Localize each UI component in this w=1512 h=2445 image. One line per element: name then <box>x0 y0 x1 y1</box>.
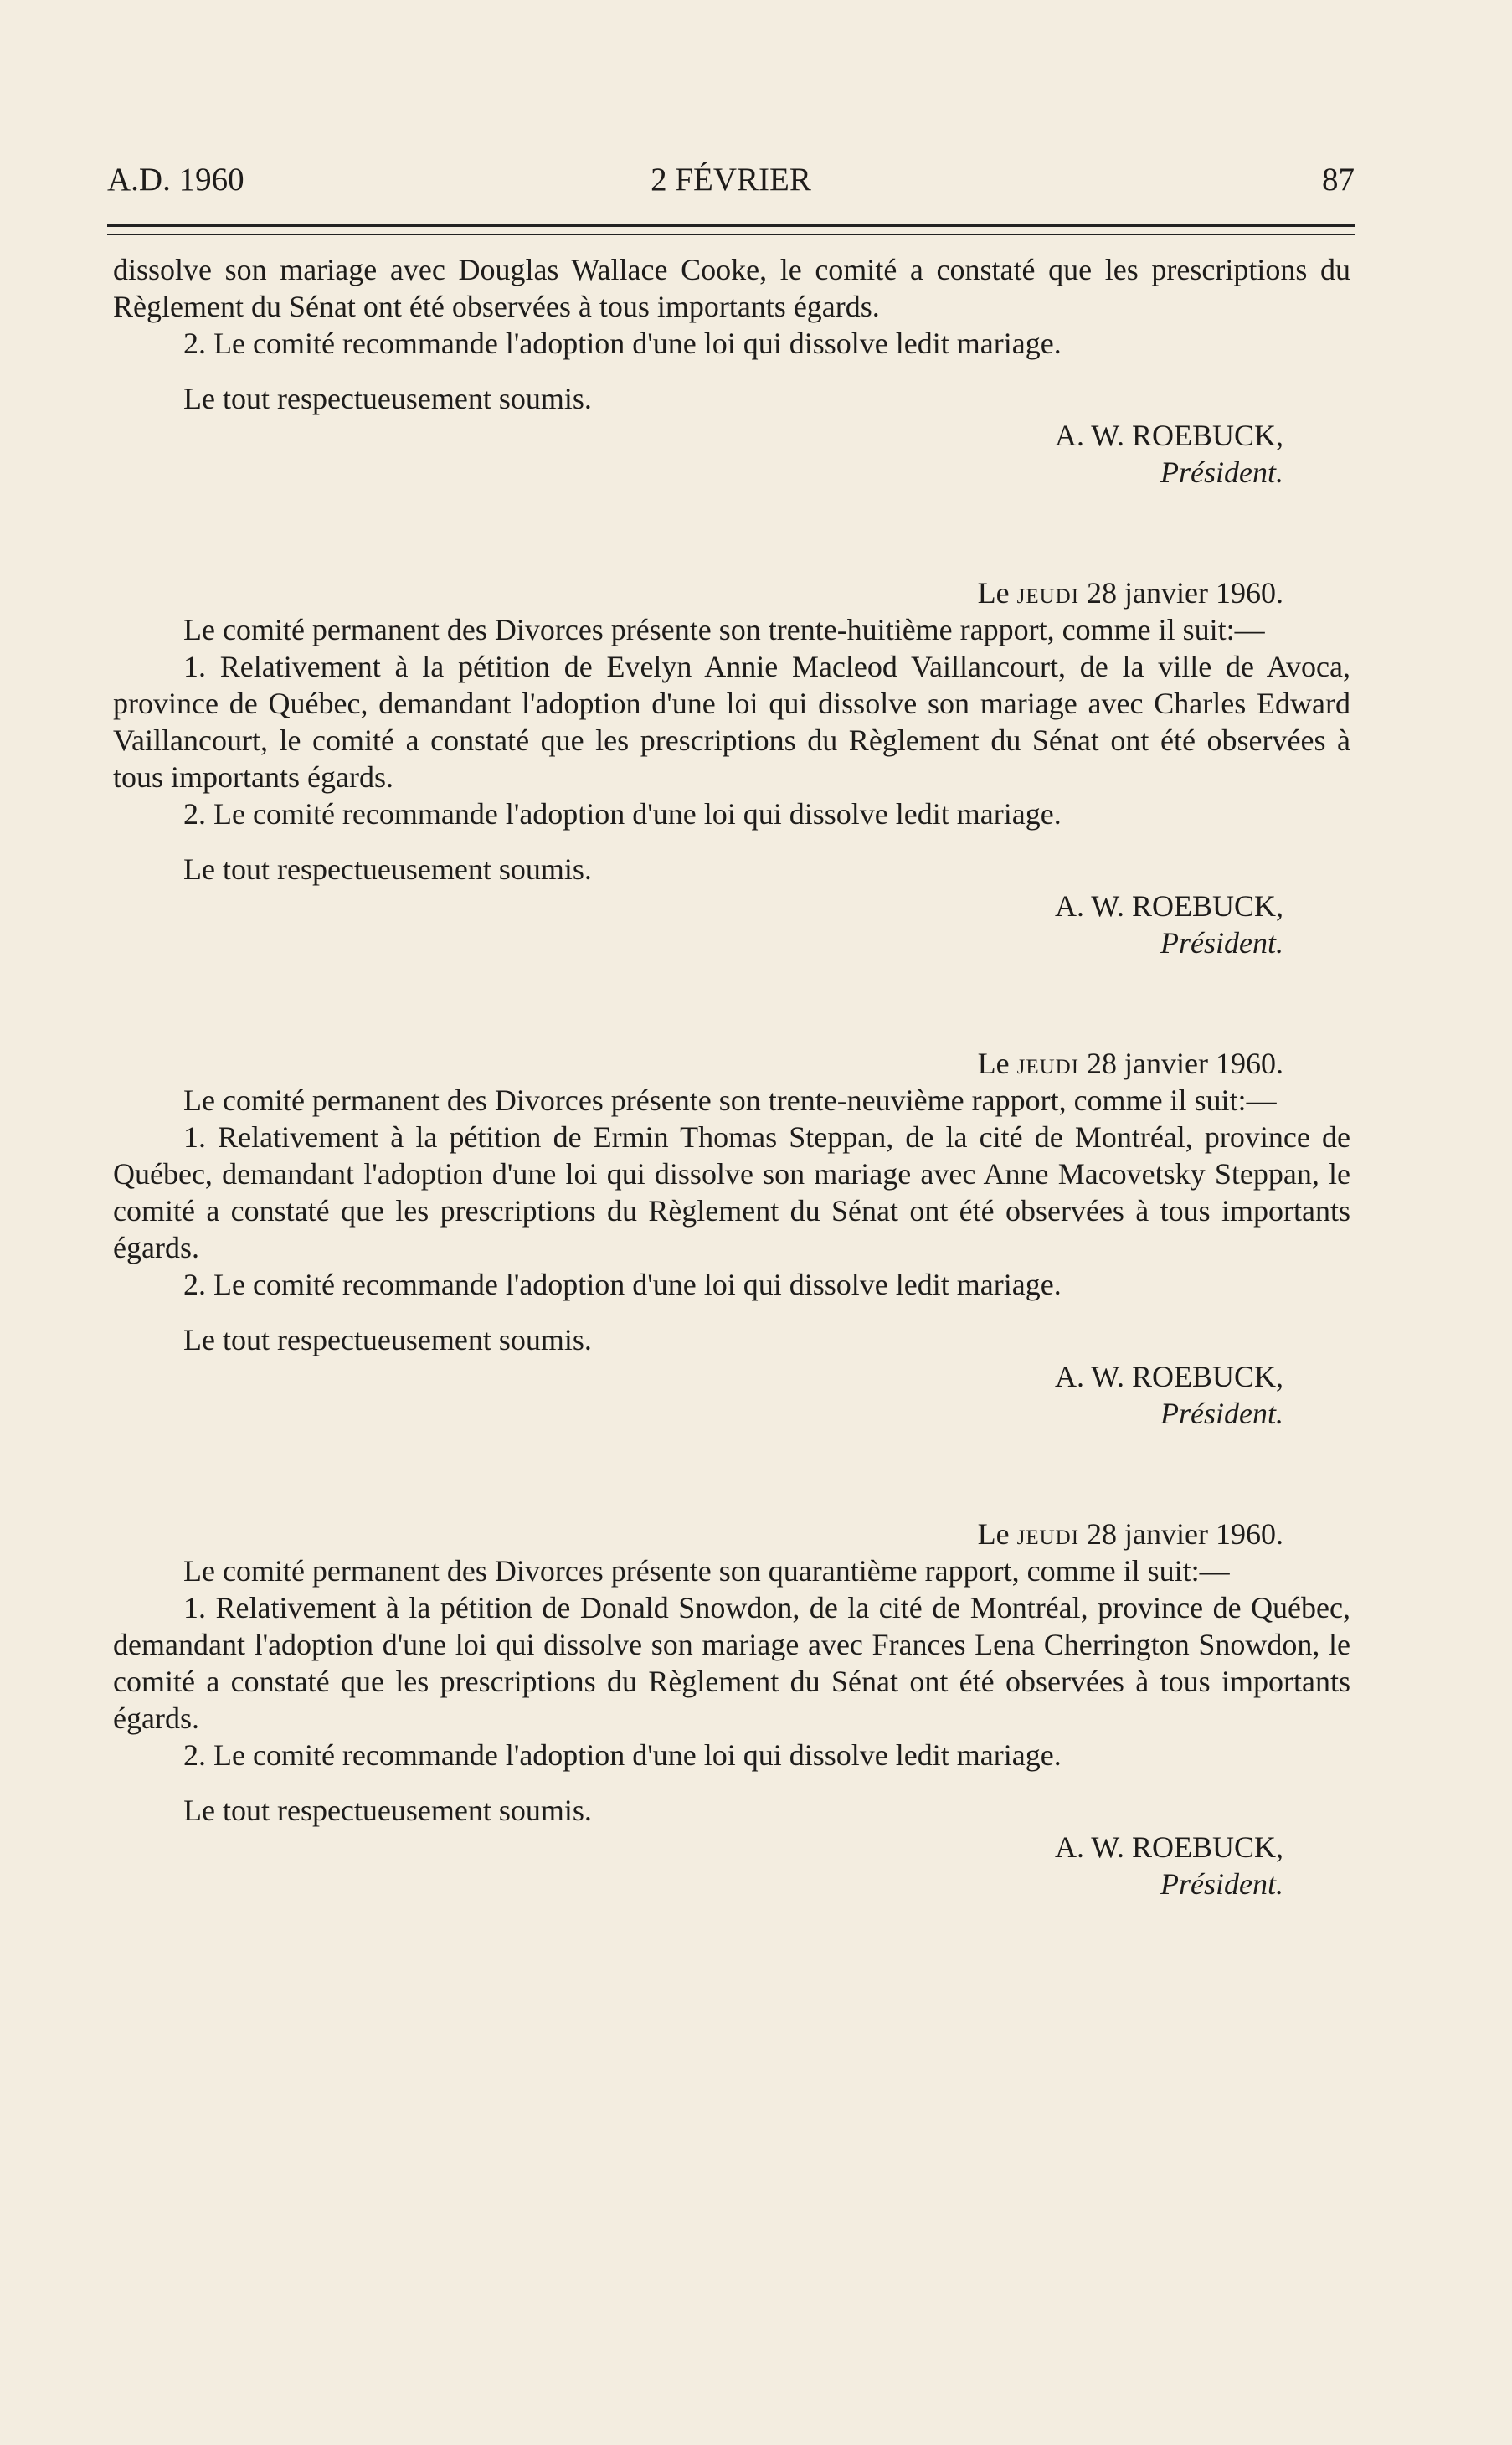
header-year: A.D. 1960 <box>107 162 244 198</box>
signature-title: Président. <box>1160 926 1283 960</box>
page-header <box>107 161 1355 203</box>
signature-name: A. W. ROEBUCK, <box>1054 1830 1283 1864</box>
closing-line: Le tout respectueusement soumis. <box>183 382 592 415</box>
signature-title: Président. <box>1160 1397 1283 1430</box>
report-intro: Le comité permanent des Divorces présente son trente-neuvième rapport, comme il suit:— <box>183 1084 1277 1117</box>
petition-paragraph: 1. Relativement à la pétition de Donald Snowdon, de la cité de Montréal, province de Québec, demandant l'adoption d'une loi qui dissolve son mariage avec Frances Lena Cherrington Snowdon, le comité a constaté que les prescriptions du Règlement du Sénat ont été observées à tous importants égards. <box>113 1591 1350 1735</box>
report-intro: Le comité permanent des Divorces présente son quarantième rapport, comme il suit:— <box>183 1554 1230 1588</box>
signature-name: A. W. ROEBUCK, <box>1054 419 1283 452</box>
signature-title: Président. <box>1160 1867 1283 1901</box>
closing-line: Le tout respectueusement soumis. <box>183 852 592 886</box>
recommendation-paragraph: 2. Le comité recommande l'adoption d'une loi qui dissolve ledit mariage. <box>183 1268 1062 1301</box>
date-weekday: jeudi <box>1016 1517 1080 1551</box>
recommendation-paragraph: 2. Le comité recommande l'adoption d'une loi qui dissolve ledit mariage. <box>183 797 1062 831</box>
report-39 <box>113 1045 1350 1432</box>
page-number: 87 <box>1322 162 1355 198</box>
recommendation-paragraph: 2. Le comité recommande l'adoption d'une loi qui dissolve ledit mariage. <box>183 327 1062 360</box>
header-rule <box>107 224 1355 235</box>
report-40 <box>113 1516 1350 1902</box>
report-date: Le jeudi 28 janvier 1960. <box>977 1517 1283 1551</box>
petition-paragraph: 1. Relativement à la pétition de Evelyn Annie Macleod Vaillancourt, de la ville de Avoca, province de Québec, demandant l'adoption d'une loi qui dissolve son mariage avec Charles Edward Vaillancourt, le comité a constaté que les prescriptions du Règlement du Sénat ont été observées à tous importants égards. <box>113 650 1350 794</box>
recommendation-paragraph: 2. Le comité recommande l'adoption d'une loi qui dissolve ledit mariage. <box>183 1738 1062 1772</box>
signature-name: A. W. ROEBUCK, <box>1054 889 1283 923</box>
report-intro: Le comité permanent des Divorces présente son trente-huitième rapport, comme il suit:— <box>183 613 1265 646</box>
signature-name: A. W. ROEBUCK, <box>1054 1360 1283 1393</box>
signature-title: Président. <box>1160 456 1283 489</box>
petition-paragraph: 1. Relativement à la pétition de Ermin Thomas Steppan, de la cité de Montréal, province de Québec, demandant l'adoption d'une loi qui dissolve son mariage avec Anne Macovetsky Steppan, le comité a constaté que les prescriptions du Règlement du Sénat ont été observées à tous importants égards. <box>113 1120 1350 1264</box>
page-body <box>113 251 1350 1902</box>
report-38 <box>113 574 1350 961</box>
continued-report <box>113 251 1350 491</box>
date-weekday: jeudi <box>1016 1047 1080 1080</box>
date-weekday: jeudi <box>1016 576 1080 610</box>
header-date: 2 FÉVRIER <box>651 162 811 198</box>
closing-line: Le tout respectueusement soumis. <box>183 1323 592 1356</box>
report-date: Le jeudi 28 janvier 1960. <box>977 576 1283 610</box>
report-date: Le jeudi 28 janvier 1960. <box>977 1047 1283 1080</box>
continued-paragraph: dissolve son mariage avec Douglas Wallace Cooke, le comité a constaté que les prescriptions du Règlement du Sénat ont été observées à tous importants égards. <box>113 253 1350 323</box>
closing-line: Le tout respectueusement soumis. <box>183 1794 592 1827</box>
